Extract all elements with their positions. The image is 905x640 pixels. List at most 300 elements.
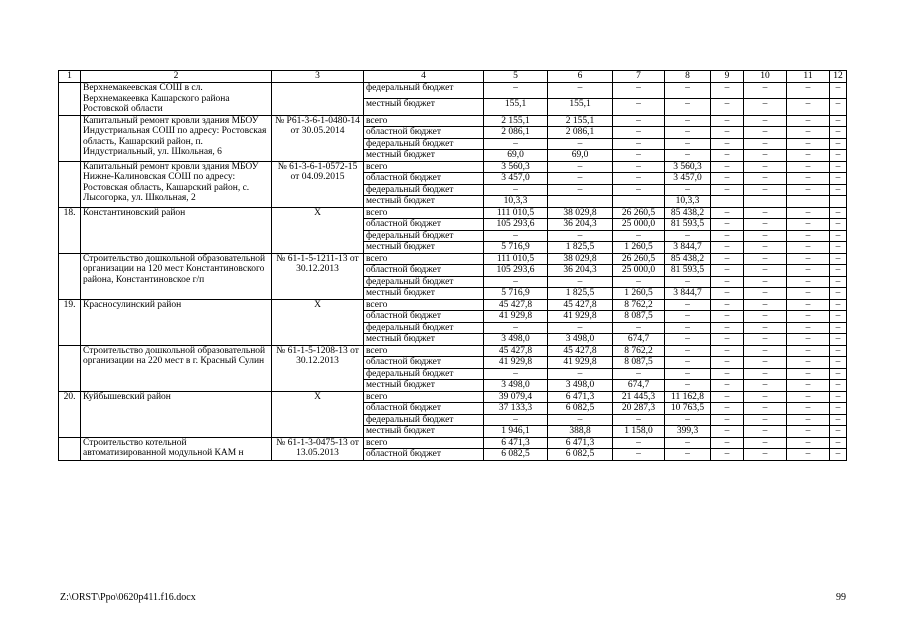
value-cell: – [787,173,830,185]
value-cell: – [830,380,847,392]
value-cell: – [744,437,787,449]
budget-source-cell: областной бюджет [364,173,484,185]
value-cell: – [830,173,847,185]
value-cell: – [665,138,711,150]
value-cell: 25 000,0 [613,219,665,231]
value-cell: – [548,184,613,196]
budget-source-cell: всего [364,345,484,357]
value-cell: – [548,414,613,426]
object-name-cell: Строительство дошкольной образовательной организации на 220 мест в г. Красный Сулин [81,345,272,391]
value-cell: – [484,368,548,380]
value-cell: – [548,83,613,99]
value-cell: – [744,414,787,426]
value-cell: – [711,414,744,426]
value-cell: – [665,322,711,334]
value-cell: – [711,426,744,438]
value-cell: – [744,322,787,334]
budget-source-cell: местный бюджет [364,242,484,254]
value-cell: 26 260,5 [613,207,665,219]
value-cell: – [613,368,665,380]
value-cell: – [665,449,711,461]
budget-source-cell: местный бюджет [364,99,484,115]
value-cell: 388,8 [548,426,613,438]
value-cell: 111 010,5 [484,253,548,265]
value-cell: – [830,426,847,438]
budget-source-cell: областной бюджет [364,219,484,231]
value-cell: – [787,357,830,369]
value-cell: – [711,322,744,334]
object-name-cell: Константиновский район [81,207,272,253]
value-cell: – [787,380,830,392]
table-row [59,115,847,127]
value-cell: – [787,184,830,196]
value-cell: – [711,276,744,288]
value-cell: – [744,253,787,265]
value-cell: – [665,345,711,357]
value-cell: – [548,161,613,173]
value-cell: – [744,138,787,150]
value-cell: 41 929,8 [548,357,613,369]
value-cell: – [665,184,711,196]
budget-source-cell: всего [364,115,484,127]
value-cell: 6 471,3 [548,391,613,403]
document-number-cell: № 61-1-5-1211-13 от 30.12.2013 [272,253,364,299]
value-cell: – [744,242,787,254]
value-cell: – [830,311,847,323]
value-cell: – [744,99,787,115]
table-row [59,207,847,219]
value-cell: – [787,276,830,288]
object-name-cell: Строительство котельной автоматизированной модульной КАМ н [81,437,272,460]
value-cell: – [830,161,847,173]
table-row [59,391,847,403]
value-cell: 1 946,1 [484,426,548,438]
value-cell: – [711,150,744,162]
value-cell: – [787,161,830,173]
value-cell: – [613,150,665,162]
value-cell: 1 825,5 [548,288,613,300]
value-cell: – [711,99,744,115]
value-cell: 674,7 [613,334,665,346]
value-cell: 5 716,9 [484,242,548,254]
value-cell: – [744,83,787,99]
document-number-cell: Х [272,207,364,253]
value-cell: – [548,138,613,150]
column-header: 1 [59,71,81,83]
value-cell [830,196,847,208]
value-cell: – [613,127,665,139]
value-cell: 105 293,6 [484,219,548,231]
object-name-cell: Верхнемакеевская СОШ в сл. Верхнемакеевка Кашарского района Ростовской области [81,83,272,116]
document-number-cell: № 61-3-6-1-0572-15 от 04.09.2015 [272,161,364,207]
value-cell: – [787,403,830,415]
budget-source-cell: областной бюджет [364,357,484,369]
value-cell: – [484,230,548,242]
row-number-cell [59,115,81,161]
value-cell: – [711,311,744,323]
row-number-cell [59,83,81,116]
value-cell: – [548,173,613,185]
value-cell: – [711,357,744,369]
value-cell: 10 763,5 [665,403,711,415]
value-cell: – [830,357,847,369]
value-cell: 3 844,7 [665,242,711,254]
value-cell: – [484,83,548,99]
value-cell: – [744,357,787,369]
value-cell: 3 457,0 [665,173,711,185]
value-cell: – [548,322,613,334]
value-cell: 1 158,0 [613,426,665,438]
column-header: 6 [548,71,613,83]
object-name-cell: Куйбышевский район [81,391,272,437]
value-cell: 25 000,0 [613,265,665,277]
value-cell: – [711,219,744,231]
value-cell: 10,3,3 [484,196,548,208]
value-cell: – [787,99,830,115]
value-cell: – [711,184,744,196]
value-cell: 2 155,1 [548,115,613,127]
value-cell: – [787,368,830,380]
value-cell: – [744,380,787,392]
value-cell: – [830,184,847,196]
value-cell: – [665,83,711,99]
value-cell: – [787,150,830,162]
column-header: 7 [613,71,665,83]
value-cell: – [787,334,830,346]
value-cell: – [830,345,847,357]
value-cell: – [830,391,847,403]
value-cell: – [711,242,744,254]
value-cell: – [744,173,787,185]
value-cell: – [711,161,744,173]
value-cell: 41 929,8 [484,311,548,323]
value-cell: – [665,99,711,115]
object-name-cell: Капитальный ремонт кровли здания МБОУ Индустриальная СОШ по адресу: Ростовская область, Кашарский район, п. Индустриальный, ул. Школьная, 6 [81,115,272,161]
value-cell: – [744,391,787,403]
value-cell [744,196,787,208]
value-cell: – [787,207,830,219]
value-cell: – [830,276,847,288]
value-cell: – [830,115,847,127]
value-cell: 81 593,5 [665,265,711,277]
value-cell: – [484,322,548,334]
value-cell: 1 260,5 [613,242,665,254]
value-cell: 3 560,3 [665,161,711,173]
budget-source-cell: федеральный бюджет [364,414,484,426]
value-cell: – [744,219,787,231]
value-cell: – [744,184,787,196]
value-cell: – [613,414,665,426]
budget-source-cell: местный бюджет [364,380,484,392]
column-header: 3 [272,71,364,83]
header-row [59,71,847,83]
value-cell: – [787,127,830,139]
value-cell: – [744,345,787,357]
value-cell: – [744,311,787,323]
value-cell: – [830,288,847,300]
value-cell: 10,3,3 [665,196,711,208]
object-name-cell: Строительство дошкольной образовательной организации на 120 мест Константиновского района, Константиновское г/п [81,253,272,299]
value-cell: 20 287,3 [613,403,665,415]
value-cell [787,196,830,208]
value-cell: – [787,219,830,231]
value-cell: 3 844,7 [665,288,711,300]
row-number-cell [59,161,81,207]
value-cell: – [744,265,787,277]
value-cell: 36 204,3 [548,265,613,277]
value-cell: – [613,99,665,115]
value-cell: 8 087,5 [613,311,665,323]
budget-source-cell: местный бюджет [364,150,484,162]
budget-source-cell: местный бюджет [364,426,484,438]
document-number-cell: Х [272,299,364,345]
value-cell: – [830,334,847,346]
value-cell: 155,1 [548,99,613,115]
budget-source-cell: федеральный бюджет [364,322,484,334]
table-row [59,345,847,357]
budget-source-cell: федеральный бюджет [364,368,484,380]
document-number-cell: № 61-1-5-1208-13 от 30.12.2013 [272,345,364,391]
value-cell: – [787,449,830,461]
column-header: 8 [665,71,711,83]
value-cell: 85 438,2 [665,253,711,265]
value-cell: – [711,207,744,219]
value-cell: – [665,230,711,242]
value-cell: 41 929,8 [484,357,548,369]
value-cell: – [787,414,830,426]
value-cell: – [744,115,787,127]
value-cell: – [613,230,665,242]
value-cell: – [830,219,847,231]
value-cell: 26 260,5 [613,253,665,265]
table-row [59,299,847,311]
value-cell: – [830,437,847,449]
value-cell: – [711,449,744,461]
value-cell: – [830,403,847,415]
value-cell: – [830,322,847,334]
value-cell: – [787,115,830,127]
value-cell: – [711,138,744,150]
value-cell: – [830,127,847,139]
value-cell [613,196,665,208]
value-cell: – [613,276,665,288]
value-cell: – [744,127,787,139]
value-cell: – [787,83,830,99]
value-cell: – [744,299,787,311]
value-cell: – [711,334,744,346]
value-cell: – [665,299,711,311]
value-cell: – [830,253,847,265]
value-cell: – [744,230,787,242]
table-row [59,161,847,173]
value-cell: – [613,449,665,461]
budget-source-cell: всего [364,299,484,311]
value-cell: – [830,150,847,162]
value-cell: – [830,449,847,461]
value-cell: – [548,368,613,380]
value-cell: – [665,334,711,346]
budget-source-cell: федеральный бюджет [364,230,484,242]
document-number-cell [272,83,364,116]
value-cell: – [830,207,847,219]
value-cell: 6 082,5 [548,449,613,461]
value-cell: – [613,184,665,196]
column-header: 12 [830,71,847,83]
value-cell: 11 162,8 [665,391,711,403]
value-cell: 674,7 [613,380,665,392]
value-cell: 21 445,3 [613,391,665,403]
value-cell: 6 471,3 [548,437,613,449]
value-cell: 69,0 [484,150,548,162]
value-cell: – [711,380,744,392]
value-cell: – [484,414,548,426]
value-cell: 37 133,3 [484,403,548,415]
value-cell: – [787,138,830,150]
object-name-cell: Красносулинский район [81,299,272,345]
value-cell: 105 293,6 [484,265,548,277]
value-cell: – [613,83,665,99]
value-cell: 8 087,5 [613,357,665,369]
value-cell: – [613,138,665,150]
value-cell: – [830,138,847,150]
value-cell: – [711,253,744,265]
object-name-cell: Капитальный ремонт кровли здания МБОУ Нижне-Калиновская СОШ по адресу: Ростовская область, Кашарский район, с. Лысогорка, ул. Школьная, 2 [81,161,272,207]
value-cell: – [787,311,830,323]
value-cell: – [744,368,787,380]
value-cell: 5 716,9 [484,288,548,300]
row-number-cell [59,437,81,460]
document-number-cell: Х [272,391,364,437]
value-cell: – [744,150,787,162]
row-number-cell [59,345,81,391]
value-cell: – [613,173,665,185]
footer-page-number: 99 [836,592,846,603]
value-cell: 45 427,8 [548,345,613,357]
value-cell: – [484,138,548,150]
value-cell: – [665,414,711,426]
value-cell: 69,0 [548,150,613,162]
value-cell: – [665,357,711,369]
value-cell: – [787,288,830,300]
value-cell: 41 929,8 [548,311,613,323]
value-cell: – [787,265,830,277]
value-cell: 6 082,5 [548,403,613,415]
budget-source-cell: федеральный бюджет [364,138,484,150]
value-cell: – [711,299,744,311]
value-cell: – [711,391,744,403]
row-number-cell: 19. [59,299,81,345]
budget-source-cell: всего [364,207,484,219]
value-cell: 38 029,8 [548,253,613,265]
value-cell: – [787,230,830,242]
value-cell: – [665,311,711,323]
table-row [59,253,847,265]
value-cell: 1 825,5 [548,242,613,254]
value-cell: 8 762,2 [613,345,665,357]
value-cell: – [744,403,787,415]
value-cell: – [744,426,787,438]
value-cell [711,196,744,208]
column-header: 10 [744,71,787,83]
value-cell: – [787,437,830,449]
value-cell: – [830,230,847,242]
value-cell: – [744,207,787,219]
value-cell: – [711,265,744,277]
budget-source-cell: областной бюджет [364,311,484,323]
value-cell: – [830,99,847,115]
value-cell: – [665,437,711,449]
value-cell: – [711,83,744,99]
value-cell: – [744,449,787,461]
value-cell: – [830,414,847,426]
value-cell: – [787,345,830,357]
budget-source-cell: федеральный бюджет [364,83,484,99]
value-cell: – [830,242,847,254]
budget-source-cell: областной бюджет [364,449,484,461]
value-cell: 45 427,8 [484,345,548,357]
budget-source-cell: местный бюджет [364,196,484,208]
budget-table [58,70,847,461]
value-cell: – [665,150,711,162]
value-cell: 3 560,3 [484,161,548,173]
budget-source-cell: местный бюджет [364,288,484,300]
column-header: 4 [364,71,484,83]
value-cell: – [613,437,665,449]
table-row [59,83,847,99]
column-header: 2 [81,71,272,83]
value-cell: – [665,276,711,288]
value-cell: 45 427,8 [484,299,548,311]
value-cell: – [711,115,744,127]
value-cell: – [484,184,548,196]
column-header: 5 [484,71,548,83]
value-cell: 155,1 [484,99,548,115]
value-cell: – [711,345,744,357]
value-cell: 3 498,0 [484,380,548,392]
value-cell: – [711,173,744,185]
value-cell: – [830,265,847,277]
value-cell: – [787,253,830,265]
table-row [59,437,847,449]
value-cell: – [711,127,744,139]
budget-source-cell: всего [364,161,484,173]
value-cell: – [711,288,744,300]
value-cell: – [613,322,665,334]
budget-source-cell: областной бюджет [364,403,484,415]
value-cell: – [787,426,830,438]
value-cell: – [484,276,548,288]
value-cell: – [787,299,830,311]
value-cell: – [613,161,665,173]
value-cell: – [711,230,744,242]
value-cell: – [711,437,744,449]
value-cell: 3 498,0 [484,334,548,346]
value-cell: – [744,276,787,288]
footer-file-path: Z:\ORST\Ppo\0620p411.f16.docx [60,592,196,603]
value-cell: 39 079,4 [484,391,548,403]
value-cell: – [830,368,847,380]
budget-source-cell: федеральный бюджет [364,276,484,288]
value-cell: – [787,242,830,254]
value-cell: 1 260,5 [613,288,665,300]
column-header: 9 [711,71,744,83]
budget-source-cell: местный бюджет [364,334,484,346]
value-cell: – [665,368,711,380]
value-cell: 2 155,1 [484,115,548,127]
value-cell: 38 029,8 [548,207,613,219]
value-cell: 85 438,2 [665,207,711,219]
document-number-cell: № 61-1-3-0475-13 от 13.05.2013 [272,437,364,460]
